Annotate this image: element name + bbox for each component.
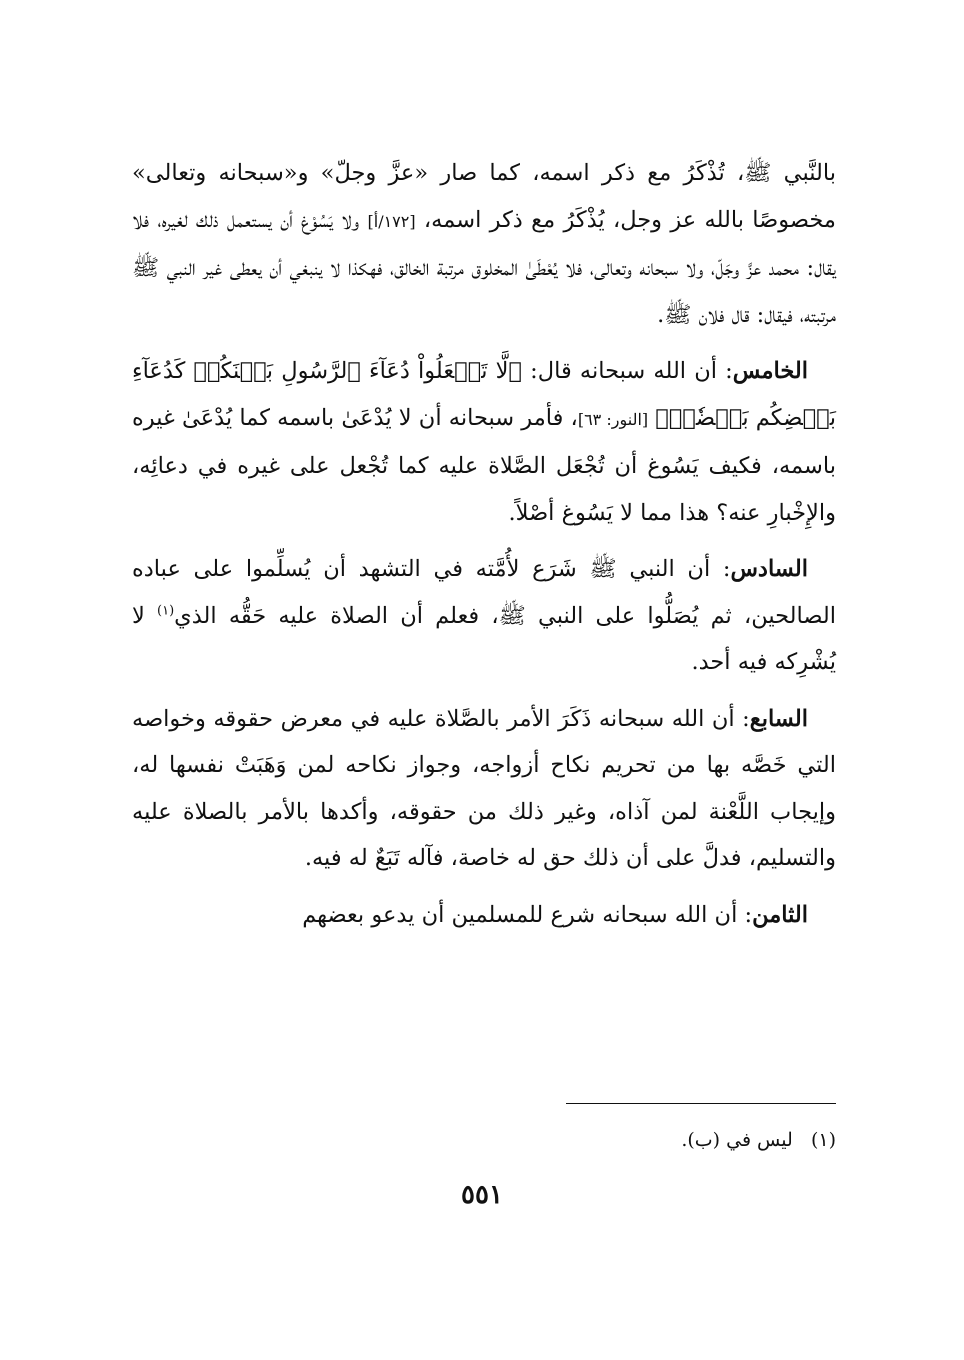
footnote-divider — [566, 1103, 836, 1104]
footnote-marker[interactable]: (١) — [157, 603, 175, 618]
paragraph-6th-text-after: لا يُشْرِكه فيه أحد. — [132, 602, 836, 675]
paragraph-5th-text-after: ، فأمر سبحانه أن لا يُدْعَىٰ باسمه كما يُدْعَىٰ غيره باسمه، فكيف يَسُوغ أن تُجْعَل الصَّلاة عليه كما تُجْعل على غيره في دعائِه، والإِخْبارِ عنه؟ هذا مما لا يَسُوغ أصْلاً. — [132, 404, 836, 526]
footnote-number: (١) — [810, 1129, 836, 1151]
page-number: ٥٥١ — [461, 1180, 503, 1210]
paragraph-1-text: بالنَّبي ﷺ، تُذْكَرُ مع ذكر اسمه، كما صار «عزَّ وجلّ» و«سبحانه وتعالى» مخصوصًا بالله عز وجل، يُذْكَرُ مع ذكر اسمه، — [132, 160, 836, 233]
paragraph-7th-text: : أن الله سبحانه ذَكَرَ الأمر بالصَّلاة عليه في معرض حقوقه وخواصه التي خَصَّه بها من تحريم نكاح أزواجه، وجواز نكاحه لمن وَهَبَتْ نفسها له، وإيجاب اللَّعْنة لمن آذاه، وغير ذلك من حقوقه، وأكدها بالأمر بالصلاة عليه والتسليم، فدلَّ على أن ذلك حق له خاصة، فآله تَبَعٌ له فيه. — [132, 705, 836, 871]
manuscript-folio-ref: [١٧٢/أ] — [367, 211, 416, 231]
paragraph-5th-heading: الخامس — [732, 358, 808, 384]
footnote — [400, 1126, 836, 1154]
paragraph-8th-text: : أن الله سبحانه شرع للمسلمين أن يدعو بعضهم — [302, 901, 753, 928]
paragraph-1 — [132, 150, 836, 338]
paragraph-1-text-after: ولا يَسُوْغ أن يستعمل ذلك لغيره، فلا يقال: محمد عزَّ وجَلّ، ولا سبحانه وتعالى، فلا يُعْطَىٰ المخلوق مرتبة الخالق، فهكذا لا ينبغي أن يعطى غير النبي ﷺ مرتبته، فيقال: قال فلان ﷺ. — [132, 206, 836, 328]
quran-verse-ref: [النور: ٦٣] — [577, 409, 649, 429]
paragraph-6th-heading: السادس — [730, 556, 808, 582]
paragraph-8th — [132, 892, 836, 939]
paragraph-7th-heading: السابع — [749, 705, 808, 732]
paragraph-5th-text: : أن الله سبحانه قال: ﴿لَّا تَجۡعَلُواْ دُعَآءَ ٱلرَّسُولِ بَيۡنَكُمۡ كَدُعَآءِ بَعۡضِكُم بَعۡضٗاۚ﴾ — [132, 358, 836, 431]
paragraph-6th — [132, 546, 836, 686]
page-body — [132, 150, 836, 948]
paragraph-5th — [132, 348, 836, 536]
footnote-text: ليس في (ب). — [681, 1129, 793, 1151]
paragraph-7th — [132, 696, 836, 882]
paragraph-6th-text: : أن النبي ﷺ شَرَع لأُمَّته في التشهد أن يُسلِّموا على عباده الصالحين، ثم يُصَلُّوا على النبي ﷺ، فعلم أن الصلاة عليه حَقُّه الذي — [132, 556, 837, 629]
paragraph-8th-heading: الثامن — [752, 901, 808, 928]
